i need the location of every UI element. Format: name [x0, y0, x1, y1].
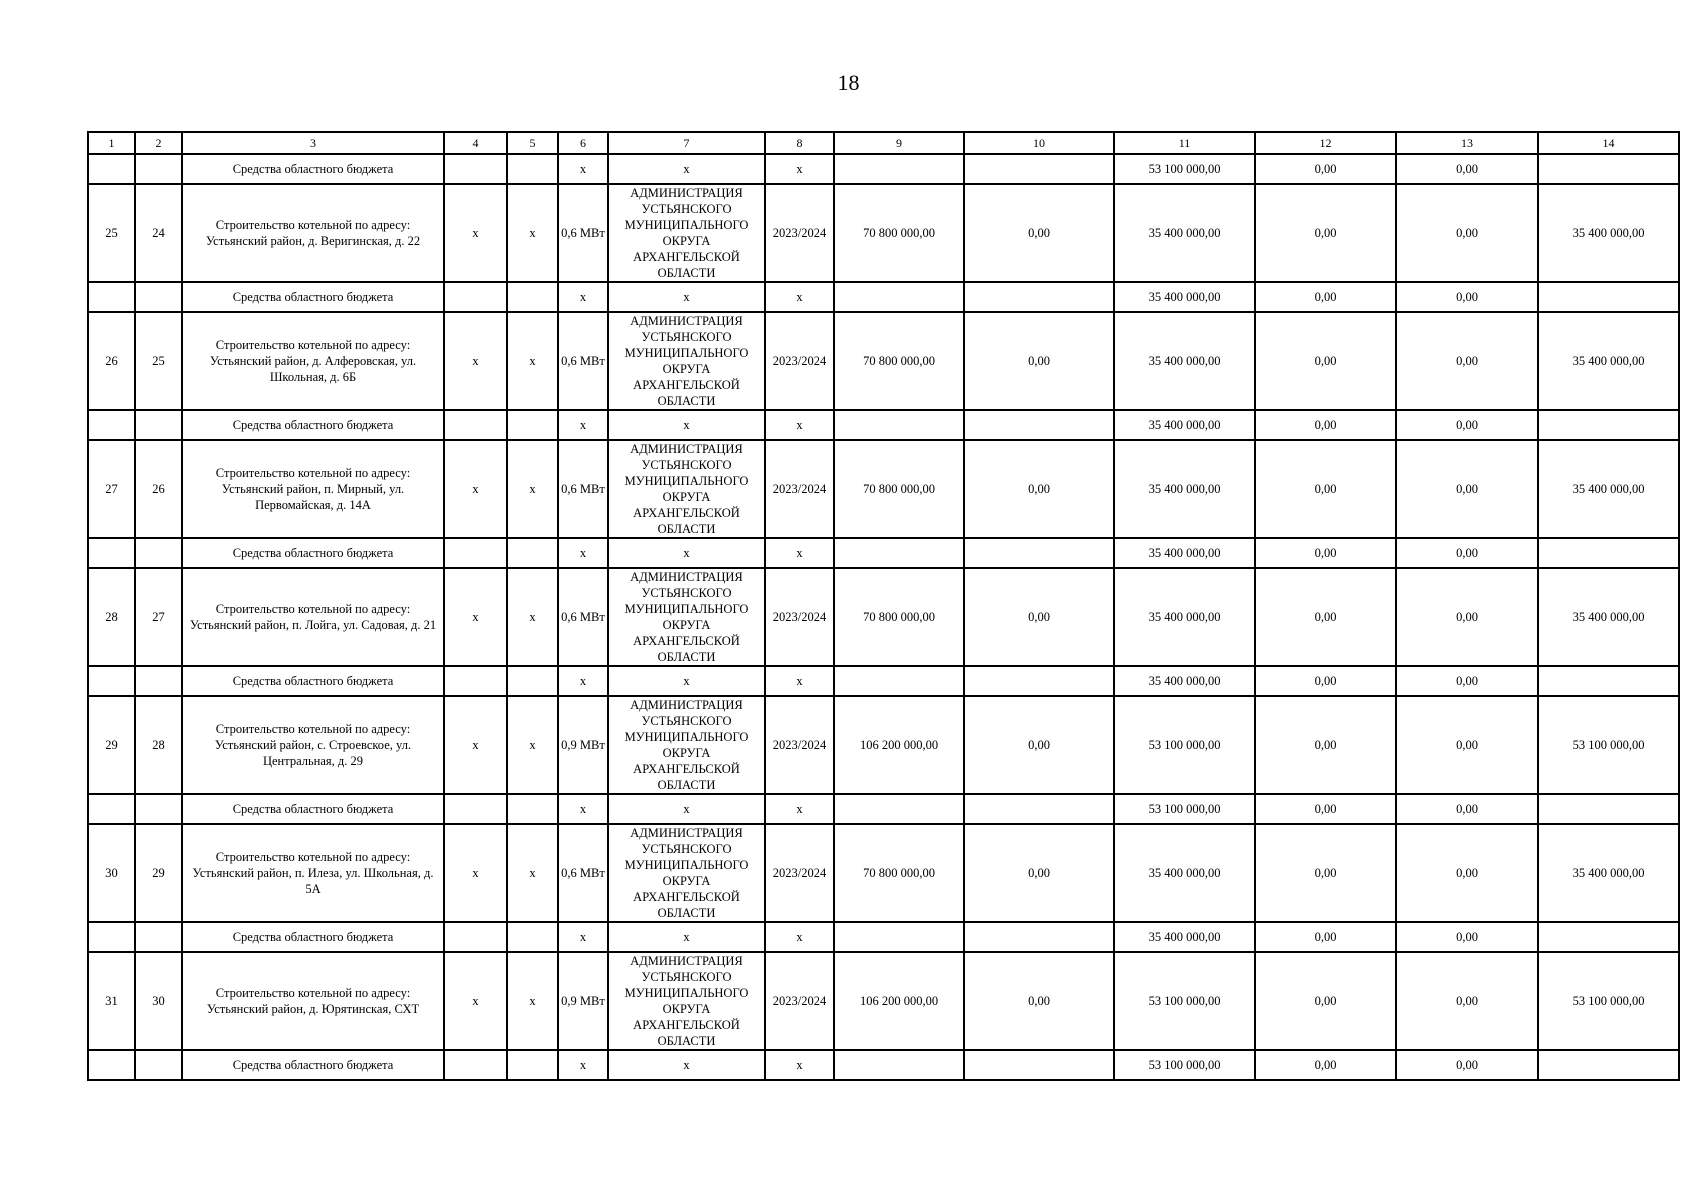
cell-no: 25 [88, 184, 135, 282]
cell-col10 [964, 922, 1114, 952]
cell-period: х [765, 922, 834, 952]
cell-organization: АДМИНИСТРАЦИЯ УСТЬЯНСКОГО МУНИЦИПАЛЬНОГО ОКРУГА АРХАНГЕЛЬСКОЙ ОБЛАСТИ [608, 568, 765, 666]
cell-col5 [507, 666, 558, 696]
cell-no: 28 [88, 568, 135, 666]
cell-period: 2023/2024 [765, 184, 834, 282]
cell-col5 [507, 922, 558, 952]
cell-col13: 0,00 [1396, 538, 1538, 568]
cell-organization: х [608, 410, 765, 440]
cell-sub-no: 24 [135, 184, 182, 282]
cell-col10: 0,00 [964, 312, 1114, 410]
cell-col10: 0,00 [964, 568, 1114, 666]
header-cell-10: 10 [964, 132, 1114, 154]
cell-total-cost: 70 800 000,00 [834, 568, 964, 666]
cell-organization: х [608, 154, 765, 184]
cell-sub-no [135, 538, 182, 568]
cell-col11: 53 100 000,00 [1114, 952, 1255, 1050]
cell-organization: АДМИНИСТРАЦИЯ УСТЬЯНСКОГО МУНИЦИПАЛЬНОГО ОКРУГА АРХАНГЕЛЬСКОЙ ОБЛАСТИ [608, 824, 765, 922]
cell-sub-no: 28 [135, 696, 182, 794]
cell-col10: 0,00 [964, 952, 1114, 1050]
cell-col5: х [507, 440, 558, 538]
cell-col12: 0,00 [1255, 794, 1396, 824]
cell-no [88, 154, 135, 184]
cell-col4 [444, 154, 507, 184]
cell-col10 [964, 410, 1114, 440]
cell-col12: 0,00 [1255, 538, 1396, 568]
cell-col13: 0,00 [1396, 154, 1538, 184]
cell-period: х [765, 154, 834, 184]
cell-period: х [765, 666, 834, 696]
table-row [88, 824, 1679, 922]
cell-no: 29 [88, 696, 135, 794]
cell-col14 [1538, 1050, 1679, 1080]
cell-col11: 35 400 000,00 [1114, 282, 1255, 312]
cell-no [88, 1050, 135, 1080]
cell-no [88, 666, 135, 696]
cell-capacity: 0,9 МВт [558, 952, 608, 1050]
cell-no [88, 410, 135, 440]
cell-col13: 0,00 [1396, 922, 1538, 952]
cell-name: Строительство котельной по адресу: Устьянский район, с. Строевское, ул. Центральная, д. 29 [182, 696, 444, 794]
cell-period: 2023/2024 [765, 568, 834, 666]
cell-organization: АДМИНИСТРАЦИЯ УСТЬЯНСКОГО МУНИЦИПАЛЬНОГО ОКРУГА АРХАНГЕЛЬСКОЙ ОБЛАСТИ [608, 696, 765, 794]
table-row [88, 312, 1679, 410]
cell-sub-no [135, 1050, 182, 1080]
cell-col11: 35 400 000,00 [1114, 824, 1255, 922]
cell-col4: х [444, 952, 507, 1050]
cell-name: Средства областного бюджета [182, 666, 444, 696]
cell-name: Средства областного бюджета [182, 1050, 444, 1080]
cell-col12: 0,00 [1255, 312, 1396, 410]
cell-col13: 0,00 [1396, 282, 1538, 312]
cell-col12: 0,00 [1255, 922, 1396, 952]
cell-total-cost: 70 800 000,00 [834, 184, 964, 282]
header-cell-9: 9 [834, 132, 964, 154]
budget-source-row [88, 154, 1679, 184]
cell-capacity: х [558, 538, 608, 568]
cell-total-cost [834, 282, 964, 312]
cell-period: х [765, 794, 834, 824]
cell-col11: 35 400 000,00 [1114, 312, 1255, 410]
cell-sub-no [135, 410, 182, 440]
cell-col4 [444, 666, 507, 696]
cell-no: 31 [88, 952, 135, 1050]
cell-sub-no: 30 [135, 952, 182, 1050]
cell-col12: 0,00 [1255, 410, 1396, 440]
cell-col5: х [507, 952, 558, 1050]
cell-sub-no [135, 794, 182, 824]
cell-total-cost: 106 200 000,00 [834, 696, 964, 794]
cell-col5: х [507, 312, 558, 410]
cell-col11: 53 100 000,00 [1114, 1050, 1255, 1080]
cell-period: х [765, 410, 834, 440]
cell-total-cost [834, 1050, 964, 1080]
cell-col12: 0,00 [1255, 154, 1396, 184]
cell-col13: 0,00 [1396, 312, 1538, 410]
cell-col5 [507, 1050, 558, 1080]
cell-sub-no [135, 922, 182, 952]
cell-col4: х [444, 696, 507, 794]
cell-col11: 35 400 000,00 [1114, 410, 1255, 440]
cell-capacity: 0,6 МВт [558, 312, 608, 410]
cell-col4: х [444, 312, 507, 410]
cell-col4: х [444, 824, 507, 922]
cell-capacity: х [558, 1050, 608, 1080]
cell-capacity: х [558, 794, 608, 824]
cell-col5 [507, 154, 558, 184]
cell-name: Средства областного бюджета [182, 410, 444, 440]
cell-total-cost: 70 800 000,00 [834, 440, 964, 538]
cell-col14 [1538, 282, 1679, 312]
cell-sub-no: 29 [135, 824, 182, 922]
cell-period: 2023/2024 [765, 440, 834, 538]
table-row [88, 696, 1679, 794]
budget-source-row [88, 794, 1679, 824]
cell-col11: 35 400 000,00 [1114, 568, 1255, 666]
cell-total-cost [834, 538, 964, 568]
cell-period: 2023/2024 [765, 824, 834, 922]
cell-col5 [507, 410, 558, 440]
table-row [88, 568, 1679, 666]
cell-col10 [964, 1050, 1114, 1080]
cell-no [88, 922, 135, 952]
cell-col4 [444, 410, 507, 440]
cell-col12: 0,00 [1255, 184, 1396, 282]
cell-col12: 0,00 [1255, 440, 1396, 538]
cell-col12: 0,00 [1255, 1050, 1396, 1080]
cell-sub-no [135, 154, 182, 184]
cell-col13: 0,00 [1396, 440, 1538, 538]
cell-capacity: 0,9 МВт [558, 696, 608, 794]
header-cell-1: 1 [88, 132, 135, 154]
cell-col10: 0,00 [964, 184, 1114, 282]
cell-col11: 35 400 000,00 [1114, 922, 1255, 952]
cell-col14 [1538, 922, 1679, 952]
table-row [88, 184, 1679, 282]
cell-col10 [964, 666, 1114, 696]
cell-no: 30 [88, 824, 135, 922]
cell-organization: АДМИНИСТРАЦИЯ УСТЬЯНСКОГО МУНИЦИПАЛЬНОГО ОКРУГА АРХАНГЕЛЬСКОЙ ОБЛАСТИ [608, 312, 765, 410]
cell-organization: х [608, 794, 765, 824]
cell-col10 [964, 794, 1114, 824]
cell-name: Средства областного бюджета [182, 922, 444, 952]
header-cell-11: 11 [1114, 132, 1255, 154]
cell-total-cost [834, 666, 964, 696]
cell-col13: 0,00 [1396, 568, 1538, 666]
cell-col14 [1538, 794, 1679, 824]
cell-organization: АДМИНИСТРАЦИЯ УСТЬЯНСКОГО МУНИЦИПАЛЬНОГО ОКРУГА АРХАНГЕЛЬСКОЙ ОБЛАСТИ [608, 184, 765, 282]
header-cell-13: 13 [1396, 132, 1538, 154]
cell-name: Средства областного бюджета [182, 154, 444, 184]
cell-col5 [507, 282, 558, 312]
cell-col13: 0,00 [1396, 666, 1538, 696]
cell-col4 [444, 282, 507, 312]
cell-sub-no: 25 [135, 312, 182, 410]
cell-col10 [964, 538, 1114, 568]
budget-source-row [88, 410, 1679, 440]
cell-organization: АДМИНИСТРАЦИЯ УСТЬЯНСКОГО МУНИЦИПАЛЬНОГО ОКРУГА АРХАНГЕЛЬСКОЙ ОБЛАСТИ [608, 952, 765, 1050]
table-row [88, 952, 1679, 1050]
cell-col12: 0,00 [1255, 952, 1396, 1050]
cell-col10 [964, 282, 1114, 312]
cell-col12: 0,00 [1255, 824, 1396, 922]
cell-total-cost [834, 922, 964, 952]
cell-organization: х [608, 666, 765, 696]
header-cell-6: 6 [558, 132, 608, 154]
cell-period: х [765, 282, 834, 312]
budget-table [87, 131, 1680, 1081]
header-cell-2: 2 [135, 132, 182, 154]
budget-source-row [88, 666, 1679, 696]
header-cell-14: 14 [1538, 132, 1679, 154]
cell-col14: 35 400 000,00 [1538, 312, 1679, 410]
header-cell-8: 8 [765, 132, 834, 154]
cell-organization: х [608, 538, 765, 568]
cell-organization: АДМИНИСТРАЦИЯ УСТЬЯНСКОГО МУНИЦИПАЛЬНОГО ОКРУГА АРХАНГЕЛЬСКОЙ ОБЛАСТИ [608, 440, 765, 538]
cell-col11: 53 100 000,00 [1114, 696, 1255, 794]
cell-period: х [765, 538, 834, 568]
header-row [88, 132, 1679, 154]
cell-capacity: 0,6 МВт [558, 824, 608, 922]
cell-col5: х [507, 568, 558, 666]
cell-col5 [507, 794, 558, 824]
cell-col12: 0,00 [1255, 666, 1396, 696]
cell-capacity: х [558, 154, 608, 184]
cell-no [88, 282, 135, 312]
cell-sub-no: 27 [135, 568, 182, 666]
header-cell-4: 4 [444, 132, 507, 154]
cell-col14 [1538, 666, 1679, 696]
cell-period: 2023/2024 [765, 312, 834, 410]
cell-col14: 35 400 000,00 [1538, 824, 1679, 922]
cell-organization: х [608, 922, 765, 952]
cell-col4 [444, 794, 507, 824]
cell-name: Строительство котельной по адресу: Устьянский район, д. Алферовская, ул. Школьная, д. 6Б [182, 312, 444, 410]
header-cell-5: 5 [507, 132, 558, 154]
table-row [88, 440, 1679, 538]
cell-col14 [1538, 538, 1679, 568]
cell-capacity: х [558, 666, 608, 696]
page-number: 18 [837, 70, 860, 95]
cell-organization: х [608, 1050, 765, 1080]
cell-col5 [507, 538, 558, 568]
cell-capacity: х [558, 282, 608, 312]
cell-no [88, 538, 135, 568]
cell-col12: 0,00 [1255, 568, 1396, 666]
cell-sub-no [135, 282, 182, 312]
cell-capacity: х [558, 410, 608, 440]
cell-col11: 35 400 000,00 [1114, 538, 1255, 568]
cell-col14: 35 400 000,00 [1538, 440, 1679, 538]
cell-col11: 53 100 000,00 [1114, 794, 1255, 824]
cell-col11: 35 400 000,00 [1114, 666, 1255, 696]
budget-source-row [88, 922, 1679, 952]
cell-col14: 35 400 000,00 [1538, 568, 1679, 666]
cell-col13: 0,00 [1396, 824, 1538, 922]
cell-total-cost: 70 800 000,00 [834, 824, 964, 922]
cell-col14 [1538, 154, 1679, 184]
cell-name: Средства областного бюджета [182, 538, 444, 568]
cell-name: Средства областного бюджета [182, 282, 444, 312]
cell-col10: 0,00 [964, 440, 1114, 538]
cell-capacity: 0,6 МВт [558, 440, 608, 538]
cell-col13: 0,00 [1396, 410, 1538, 440]
cell-col10 [964, 154, 1114, 184]
cell-col4 [444, 538, 507, 568]
cell-name: Средства областного бюджета [182, 794, 444, 824]
cell-col5: х [507, 184, 558, 282]
cell-col4 [444, 922, 507, 952]
cell-total-cost: 106 200 000,00 [834, 952, 964, 1050]
cell-capacity: 0,6 МВт [558, 568, 608, 666]
budget-source-row [88, 282, 1679, 312]
cell-organization: х [608, 282, 765, 312]
cell-total-cost [834, 154, 964, 184]
header-cell-3: 3 [182, 132, 444, 154]
cell-col4: х [444, 440, 507, 538]
cell-col4: х [444, 568, 507, 666]
cell-col10: 0,00 [964, 696, 1114, 794]
cell-period: 2023/2024 [765, 952, 834, 1050]
cell-col4: х [444, 184, 507, 282]
cell-name: Строительство котельной по адресу: Устьянский район, п. Илеза, ул. Школьная, д. 5А [182, 824, 444, 922]
cell-col13: 0,00 [1396, 952, 1538, 1050]
cell-col5: х [507, 696, 558, 794]
cell-capacity: х [558, 922, 608, 952]
budget-source-row [88, 1050, 1679, 1080]
cell-col13: 0,00 [1396, 1050, 1538, 1080]
cell-col14: 53 100 000,00 [1538, 952, 1679, 1050]
cell-col4 [444, 1050, 507, 1080]
cell-col11: 53 100 000,00 [1114, 154, 1255, 184]
cell-col14: 35 400 000,00 [1538, 184, 1679, 282]
cell-col12: 0,00 [1255, 282, 1396, 312]
cell-col13: 0,00 [1396, 696, 1538, 794]
cell-total-cost [834, 794, 964, 824]
cell-col13: 0,00 [1396, 794, 1538, 824]
cell-period: 2023/2024 [765, 696, 834, 794]
cell-col11: 35 400 000,00 [1114, 440, 1255, 538]
cell-capacity: 0,6 МВт [558, 184, 608, 282]
cell-col13: 0,00 [1396, 184, 1538, 282]
header-cell-7: 7 [608, 132, 765, 154]
cell-col10: 0,00 [964, 824, 1114, 922]
cell-no [88, 794, 135, 824]
cell-total-cost: 70 800 000,00 [834, 312, 964, 410]
cell-col5: х [507, 824, 558, 922]
cell-name: Строительство котельной по адресу: Устьянский район, д. Веригинская, д. 22 [182, 184, 444, 282]
cell-col12: 0,00 [1255, 696, 1396, 794]
cell-name: Строительство котельной по адресу: Устьянский район, п. Лойга, ул. Садовая, д. 21 [182, 568, 444, 666]
header-cell-12: 12 [1255, 132, 1396, 154]
cell-period: х [765, 1050, 834, 1080]
cell-sub-no: 26 [135, 440, 182, 538]
budget-source-row [88, 538, 1679, 568]
cell-col14 [1538, 410, 1679, 440]
cell-no: 27 [88, 440, 135, 538]
cell-col11: 35 400 000,00 [1114, 184, 1255, 282]
cell-name: Строительство котельной по адресу: Устьянский район, д. Юрятинская, СХТ [182, 952, 444, 1050]
cell-no: 26 [88, 312, 135, 410]
cell-name: Строительство котельной по адресу: Устьянский район, п. Мирный, ул. Первомайская, д. 14А [182, 440, 444, 538]
cell-col14: 53 100 000,00 [1538, 696, 1679, 794]
cell-sub-no [135, 666, 182, 696]
cell-total-cost [834, 410, 964, 440]
